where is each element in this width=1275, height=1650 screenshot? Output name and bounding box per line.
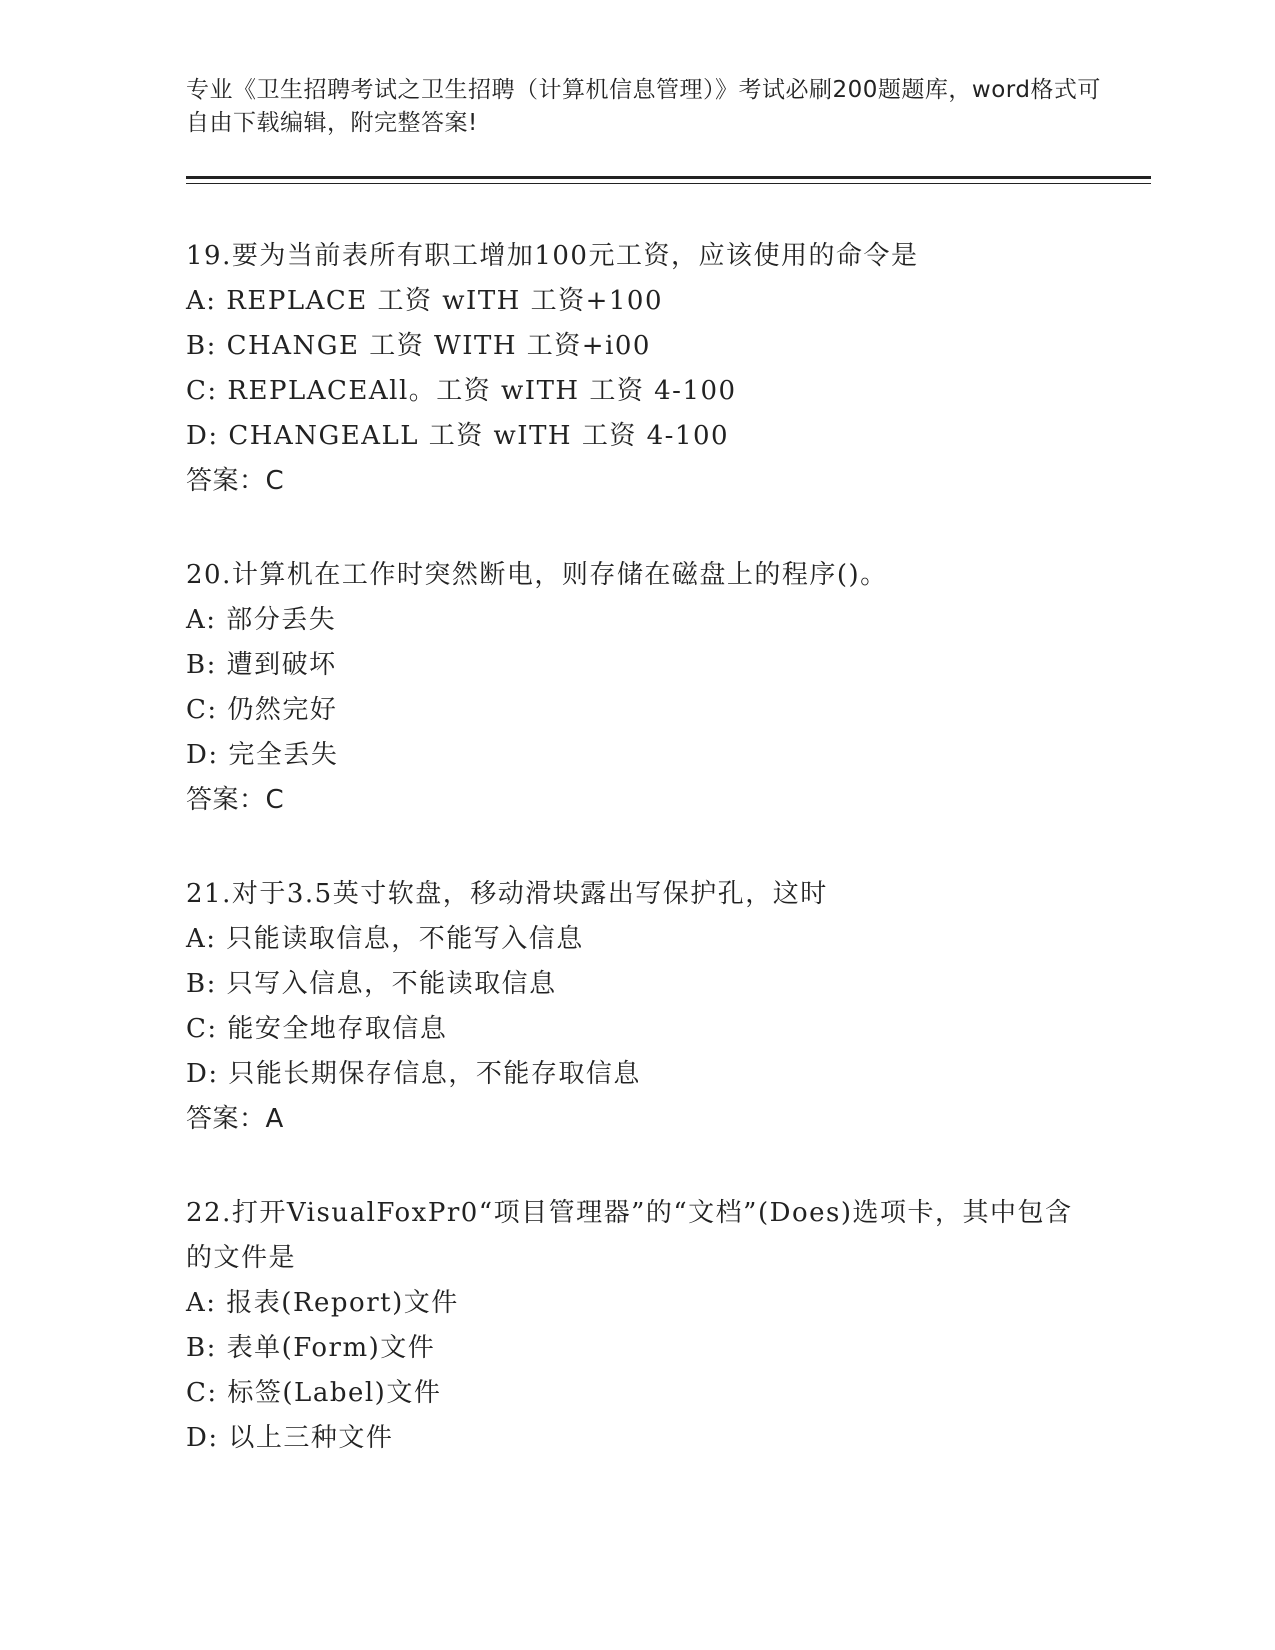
header-divider-thin: [186, 183, 1151, 184]
question-21: [186, 872, 1086, 1142]
option-a: A: REPLACE 工资 wITH 工资+100: [186, 286, 664, 316]
question-title: 22.打开VisualFoxPr0“项目管理器”的“文档”(Does)选项卡，其中包含的文件是: [186, 1198, 1073, 1273]
option-d: D: 只能长期保存信息，不能存取信息: [186, 1059, 641, 1089]
option-c: C: REPLACEAll。工资 wITH 工资 4-100: [186, 376, 737, 406]
question-20: [186, 553, 1086, 823]
option-c: C: 标签(Label)文件: [186, 1378, 442, 1408]
option-d: D: 完全丢失: [186, 740, 339, 770]
header-divider-thick: [186, 176, 1151, 179]
option-a: A: 部分丢失: [186, 605, 337, 635]
option-a: A: 只能读取信息，不能写入信息: [186, 924, 584, 954]
question-22: [186, 1191, 1086, 1461]
question-title: 19.要为当前表所有职工增加100元工资，应该使用的命令是: [186, 241, 919, 271]
document-header: 专业《卫生招聘考试之卫生招聘（计算机信息管理）》考试必刷200题题库，word格式可自由下载编辑，附完整答案!: [186, 77, 1101, 136]
option-b: B: 表单(Form)文件: [186, 1333, 436, 1363]
option-b: B: CHANGE 工资 WITH 工资+i00: [186, 331, 651, 361]
option-c: C: 仍然完好: [186, 695, 338, 725]
question-19: [186, 234, 1086, 504]
answer: 答案：C: [186, 785, 285, 815]
question-title: 21.对于3.5英寸软盘，移动滑块露出写保护孔，这时: [186, 879, 828, 909]
option-b: B: 只写入信息，不能读取信息: [186, 969, 557, 999]
answer: 答案：C: [186, 466, 285, 496]
option-b: B: 遭到破坏: [186, 650, 337, 680]
option-c: C: 能安全地存取信息: [186, 1014, 448, 1044]
option-d: D: CHANGEALL 工资 wITH 工资 4-100: [186, 421, 730, 451]
question-title: 20.计算机在工作时突然断电，则存储在磁盘上的程序()。: [186, 560, 888, 590]
option-a: A: 报表(Report)文件: [186, 1288, 459, 1318]
answer: 答案：A: [186, 1104, 284, 1134]
option-d: D: 以上三种文件: [186, 1423, 394, 1453]
